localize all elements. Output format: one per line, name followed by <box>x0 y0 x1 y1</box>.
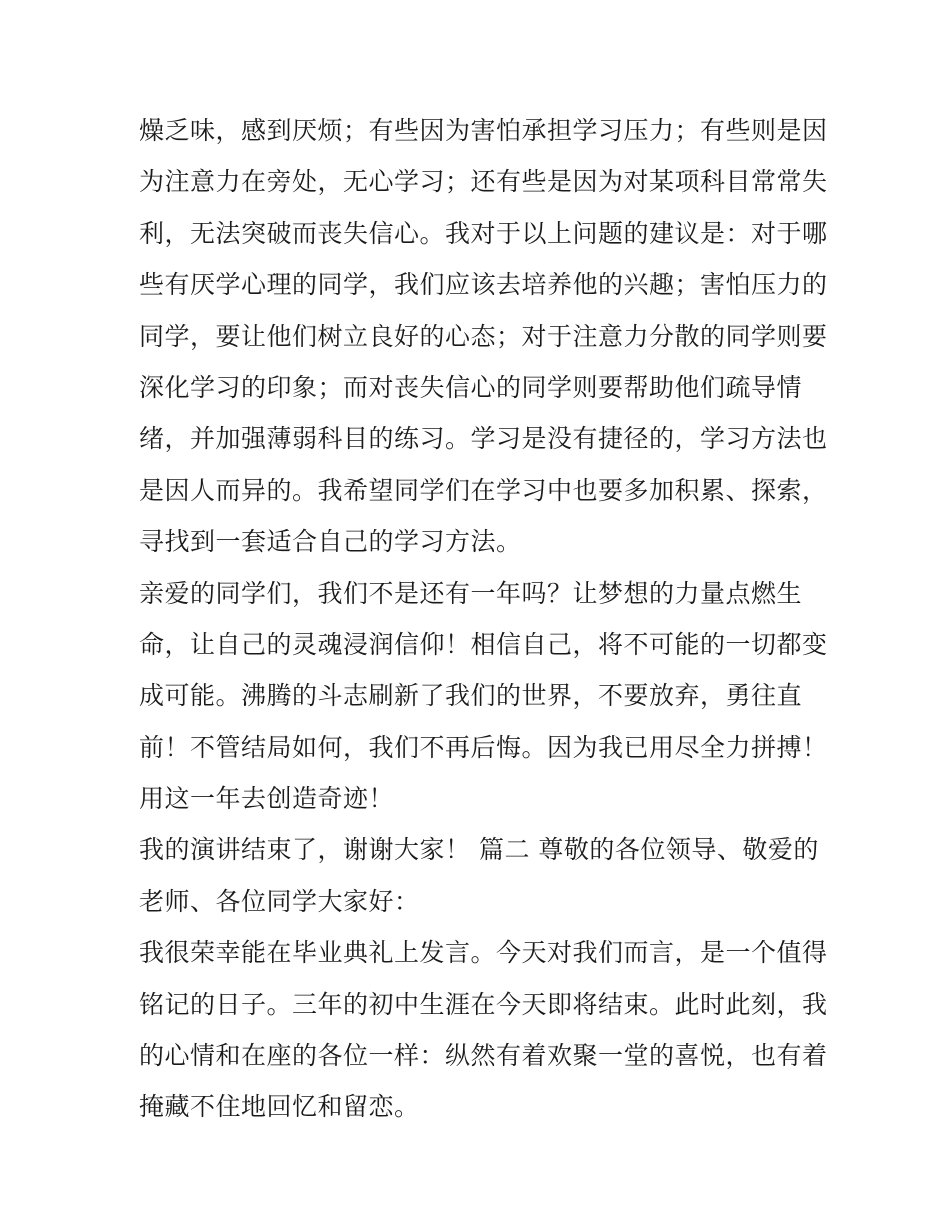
text-line: 掩藏不住地回忆和留恋。 <box>139 1092 420 1122</box>
text-line: 为注意力在旁处，无心学习；还有些是因为对某项科目常常失 <box>139 167 828 197</box>
text-line: 我的演讲结束了，谢谢大家！ 篇二 尊敬的各位领导、敬爱的 <box>139 835 819 865</box>
text-line: 绪，并加强薄弱科目的练习。学习是没有捷径的，学习方法也 <box>139 424 828 454</box>
text-line: 同学，要让他们树立良好的心态；对于注意力分散的同学则要 <box>139 321 828 351</box>
text-line: 是因人而异的。我希望同学们在学习中也要多加积累、探索， <box>139 475 828 505</box>
text-line: 燥乏味，感到厌烦；有些因为害怕承担学习压力；有些则是因 <box>139 116 828 145</box>
text-line: 前！不管结局如何，我们不再后悔。因为我已用尽全力拼搏！ <box>139 732 828 762</box>
text-line: 利，无法突破而丧失信心。我对于以上问题的建议是：对于哪 <box>139 218 828 248</box>
text-line: 铭记的日子。三年的初中生涯在今天即将结束。此时此刻，我 <box>139 989 828 1019</box>
text-line: 些有厌学心理的同学，我们应该去培养他的兴趣；害怕压力的 <box>139 270 828 300</box>
document-body <box>139 105 839 1133</box>
text-line: 我很荣幸能在毕业典礼上发言。今天对我们而言，是一个值得 <box>139 938 828 968</box>
text-line: 深化学习的印象；而对丧失信心的同学则要帮助他们疏导情 <box>139 372 803 402</box>
text-line: 用这一年去创造奇迹！ <box>139 784 395 814</box>
text-line: 亲爱的同学们，我们不是还有一年吗？让梦想的力量点燃生 <box>139 578 803 608</box>
text-line: 的心情和在座的各位一样：纵然有着欢聚一堂的喜悦，也有着 <box>139 1041 828 1071</box>
text-line: 成可能。沸腾的斗志刷新了我们的世界，不要放弃，勇往直 <box>139 681 803 711</box>
text-line: 寻找到一套适合自己的学习方法。 <box>139 527 522 557</box>
text-line: 命，让自己的灵魂浸润信仰！相信自己，将不可能的一切都变 <box>139 629 828 659</box>
text-line: 老师、各位同学大家好： <box>139 886 420 916</box>
